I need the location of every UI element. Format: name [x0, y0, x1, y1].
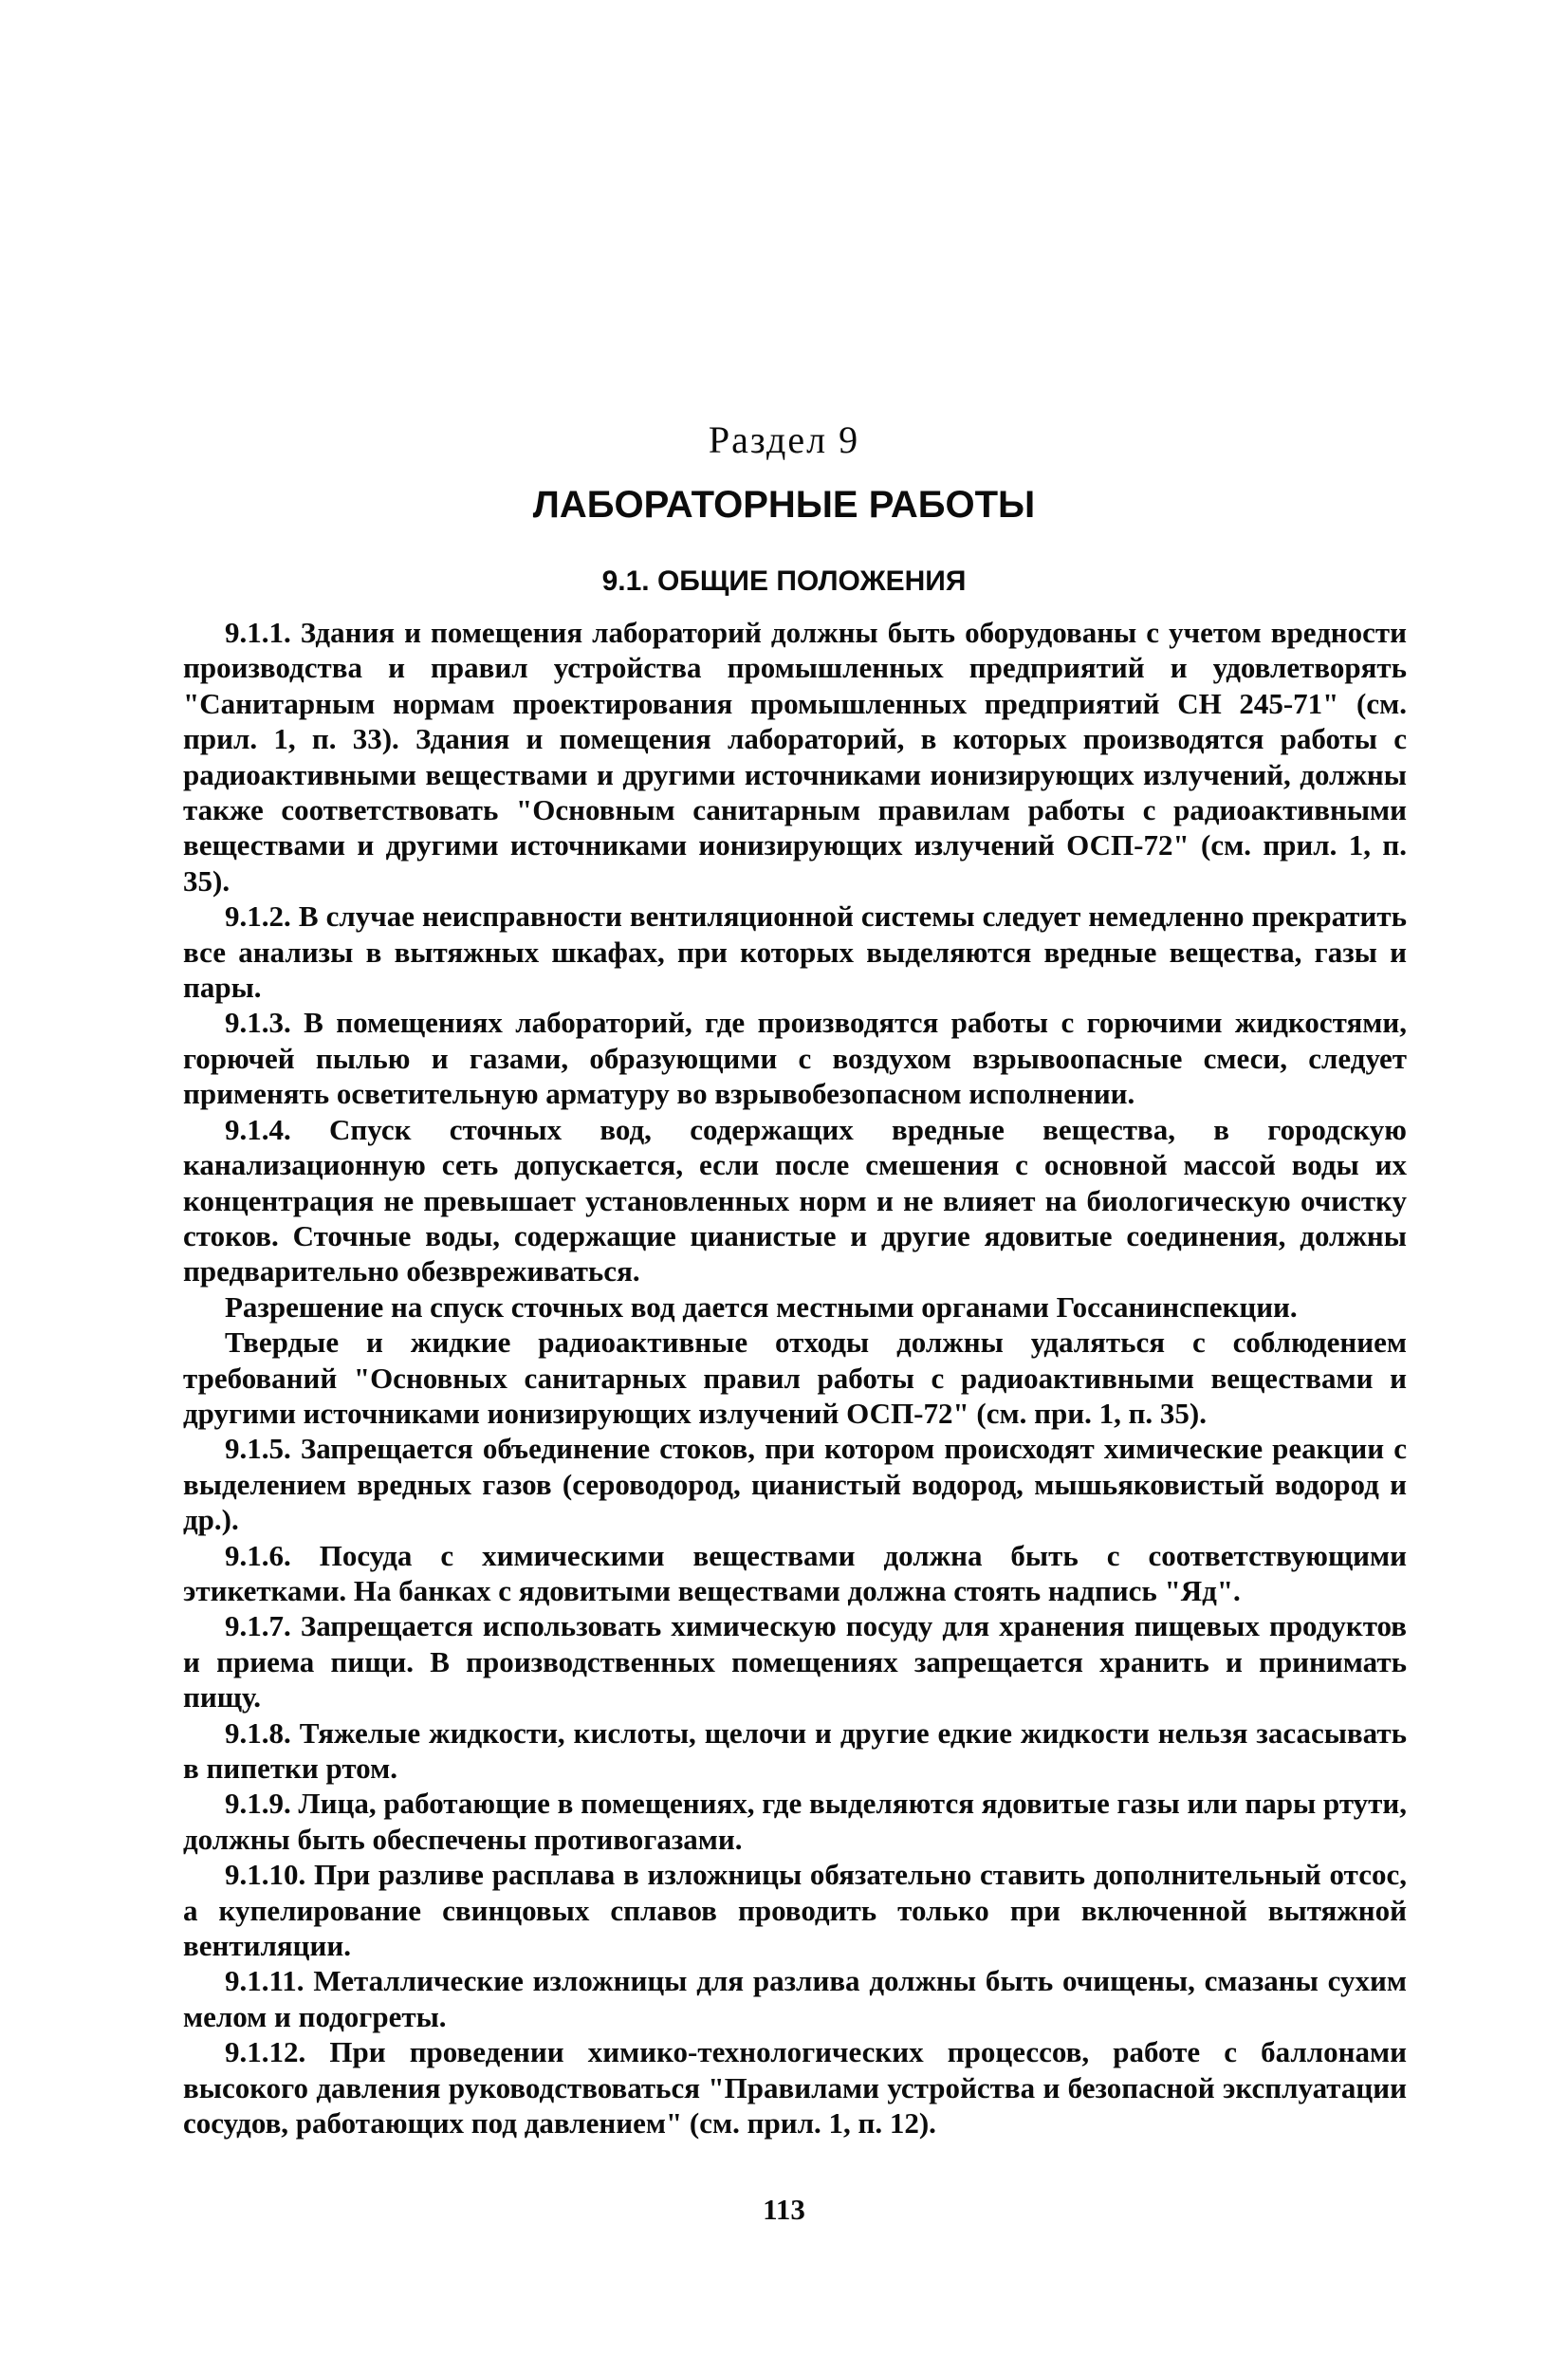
subsection-title: 9.1. ОБЩИЕ ПОЛОЖЕНИЯ [601, 565, 967, 597]
paragraph-9-1-8: 9.1.8. Тяжелые жидкости, кислоты, щелочи и другие едкие жидкости нельзя засасывать в пипетки ртом. [183, 1715, 1407, 1785]
paragraph-9-1-12: 9.1.12. При проведении химико-технологических процессов, работе с баллонами высокого давления руководствоваться "Правилами устройства и безопасной эксплуатации сосудов, работающих под давлением" (см. прил. 1, п. 12). [183, 2035, 1407, 2141]
paragraph-9-1-6: 9.1.6. Посуда с химическими веществами должна быть с соответствующими этикетками. На банках с ядовитыми веществами должна стоять надпись "Яд". [183, 1538, 1407, 1607]
paragraph-9-1-5: 9.1.5. Запрещается объединение стоков, при котором происходят химические реакции с выделением вредных газов (сероводород, цианистый водород, мышьяковистый водород и др.). [183, 1432, 1407, 1537]
paragraph-9-1-7: 9.1.7. Запрещается использовать химическую посуду для хранения пищевых продуктов и приема пищи. В производственных помещениях запрещается хранить и принимать пищу. [183, 1609, 1407, 1715]
paragraph-9-1-2: 9.1.2. В случае неисправности вентиляционной системы следует немедленно прекратить все анализы в вытяжных шкафах, при которых выделяются вредные вещества, газы и пары. [183, 899, 1407, 1005]
paragraph-9-1-10: 9.1.10. При разливе расплава в изложницы обязательно ставить дополнительный отсос, а купелирование свинцовых сплавов проводить только при включенной вытяжной вентиляции. [183, 1858, 1407, 1963]
section-title: ЛАБОРАТОРНЫЕ РАБОТЫ [532, 484, 1036, 526]
paragraph-9-1-1: 9.1.1. Здания и помещения лабораторий должны быть оборудованы с учетом вредности производства и правил устройства промышленных предприятий и удовлетворять "Санитарным нормам проектирования промышленных предприятий СН 245-71" (см. прил. 1, п. 33). Здания и помещения лабораторий, в которых производятся работы с радиоактивными веществами и другими источниками ионизирующих излучений, должны также соответствовать "Основным санитарным правилам работы с радиоактивными веществами и другими источниками ионизирующих излучений ОСП-72" (см. прил. 1, п. 35). [183, 616, 1407, 898]
paragraph-9-1-4: 9.1.4. Спуск сточных вод, содержащих вредные вещества, в городскую канализационную сеть допускается, если после смешения с основной массой воды их концентрация не превышает установленных норм и не влияет на биологическую очистку стоков. Сточные воды, содержащие цианистые и другие ядовитые соединения, должны предварительно обезвреживаться. [183, 1112, 1407, 1288]
paragraph-radioactive-waste: Твердые и жидкие радиоактивные отходы должны удаляться с соблюдением требований "Основных санитарных правил работы с радиоактивными веществами и другими источниками ионизирующих излучений ОСП-72" (см. при. 1, п. 35). [183, 1325, 1407, 1430]
paragraph-9-1-11: 9.1.11. Металлические изложницы для разлива должны быть очищены, смазаны сухим мелом и подогреты. [183, 1964, 1407, 2033]
body-text [183, 615, 1407, 2141]
paragraph-9-1-3: 9.1.3. В помещениях лабораторий, где производятся работы с горючими жидкостями, горючей пылью и газами, образующими с воздухом взрывоопасные смеси, следует применять осветительную арматуру во взрывобезопасном исполнении. [183, 1006, 1407, 1111]
page-number: 113 [763, 2193, 805, 2226]
paragraph-discharge-permit: Разрешение на спуск сточных вод дается местными органами Госсанинспекции. [225, 1289, 1298, 1324]
paragraph-9-1-9: 9.1.9. Лица, работающие в помещениях, где выделяются ядовитые газы или пары ртути, должны быть обеспечены противогазами. [183, 1787, 1407, 1856]
section-label: Раздел 9 [708, 418, 860, 461]
